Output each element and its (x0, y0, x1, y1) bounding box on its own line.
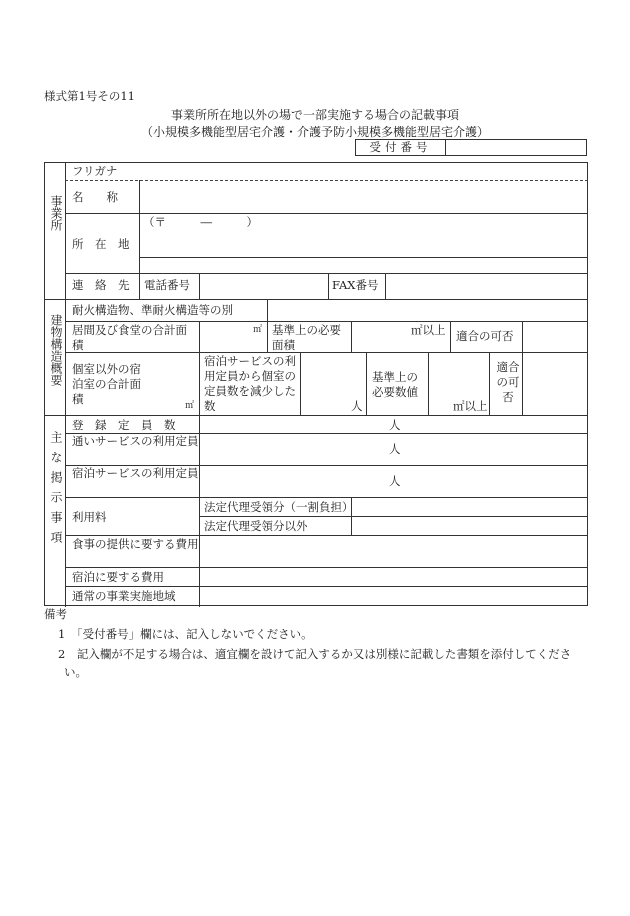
stay-cost-label: 宿泊に要する費用 (72, 570, 164, 584)
living-dining-label: 居間及び食堂の合計面積 (72, 323, 187, 352)
fax-label: FAX番号 (332, 278, 379, 292)
fee-row2-label: 法定代理受領分以外 (204, 519, 308, 533)
section-office: 事業所 (49, 195, 63, 231)
fee-label: 利用料 (72, 510, 107, 524)
suitability-label: 適合の可否 (456, 329, 514, 343)
required-value-label: 基準上の必要数値 (372, 370, 418, 399)
day-capacity-unit: 人 (389, 442, 401, 456)
note-2-cont: い。 (64, 665, 87, 679)
form-subtitle: （小規模多機能型居宅介護・介護予防小規模多機能型居宅介護） (140, 125, 489, 139)
furigana-label: フリガナ (72, 164, 118, 178)
receipt-number-label: 受付番号 (356, 140, 446, 155)
notes-heading: 備考 (44, 607, 67, 621)
private-room-unit: ㎡ (185, 401, 195, 411)
section-main: 主な掲示事項 (49, 431, 63, 551)
stay-capacity-unit: 人 (389, 474, 401, 488)
required-value-unit: ㎡以上 (453, 399, 488, 413)
note-2: 2 記入欄が不足する場合は、適宜欄を設けて記入するか又は別様に記載した書類を添付してくださ (58, 647, 572, 661)
fireproof-label: 耐火構造物、準耐火構造等の別 (72, 303, 233, 317)
name-label: 名 称 (72, 190, 118, 204)
form-title: 事業所所在地以外の場で一部実施する場合の記載事項 (170, 108, 459, 122)
service-area-label: 通常の事業実施地域 (72, 589, 176, 603)
fee-row1-label: 法定代理受領分（一割負担） (204, 500, 354, 514)
day-capacity-label: 通いサービスの利用定員 (72, 434, 199, 448)
postal-code: （〒 ― ） (143, 215, 258, 229)
section-building: 建物構造概要 (49, 314, 63, 386)
stay-reduction-label: 宿泊サービスの利用定員から個室の定員数を減少した数 (204, 354, 296, 413)
private-room-label: 個室以外の宿泊室の合計面積 (72, 362, 141, 406)
form-number: 様式第1号その11 (44, 89, 135, 103)
receipt-number-box (355, 139, 587, 156)
stay-capacity-label: 宿泊サービスの利用定員 (72, 466, 199, 480)
standard-area-label: 基準上の必要面積 (272, 323, 341, 352)
meal-cost-label: 食事の提供に要する費用 (72, 537, 199, 551)
address-label: 所 在 地 (72, 237, 130, 251)
suitability-vertical-label: 適合の可否 (496, 360, 520, 404)
registered-label: 登 録 定 員 数 (72, 418, 176, 432)
contact-label: 連 絡 先 (72, 278, 130, 292)
phone-label: 電話番号 (144, 278, 190, 292)
stay-reduction-unit: 人 (351, 399, 363, 413)
receipt-number-field[interactable] (446, 140, 586, 155)
registered-unit: 人 (389, 418, 401, 432)
living-dining-unit: ㎡ (253, 325, 263, 335)
note-1: 1 「受付番号」欄には、記入しないでください。 (58, 627, 313, 641)
form-table (44, 162, 588, 606)
standard-area-unit: ㎡以上 (411, 323, 446, 337)
